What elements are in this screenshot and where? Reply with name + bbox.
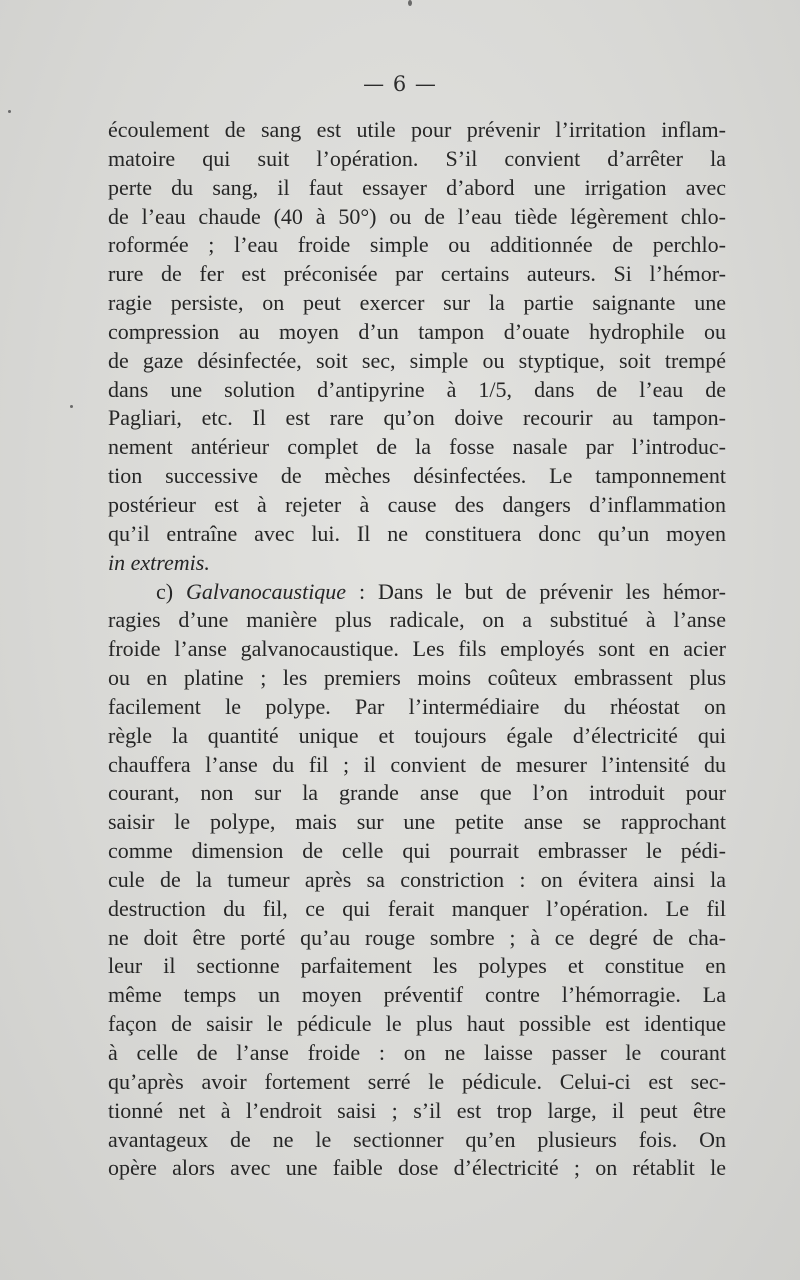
text-line: courant, non sur la grande anse que l’on introduit pour [108,780,726,806]
paper-speck [70,405,73,408]
text-line: règle la quantité unique et toujours égale d’électricité qui [108,722,726,748]
text-line: postérieur est à rejeter à cause des dangers d’inflammation [108,491,726,517]
text-line: tion successive de mèches désinfectées. Le tamponnement [108,463,726,489]
text-line: de gaze désinfectée, soit sec, simple ou styptique, soit trempé [108,347,726,373]
text-line: ragies d’une manière plus radicale, on a substitué à l’anse [108,607,726,633]
text-line: chauffera l’anse du fil ; il convient de mesurer l’intensité du [108,751,726,777]
text-line: roformée ; l’eau froide simple ou additionnée de perchlo- [108,232,726,258]
text-line: rure de fer est préconisée par certains auteurs. Si l’hémor- [108,261,726,287]
page-number: — 6 — [363,72,437,96]
text-line: à celle de l’anse froide : on ne laisse passer le courant [108,1040,726,1065]
text-line: de l’eau chaude (40 à 50°) ou de l’eau tiède légèrement chlo- [108,203,726,229]
text-line: destruction du fil, ce qui ferait manquer l’opération. Le fil [108,895,726,921]
text-line: écoulement de sang est utile pour prévenir l’irritation inflam- [108,117,726,142]
line-text: : Dans le but de prévenir les hémor- [346,578,727,604]
section-heading: Galvanocaustique [185,578,347,604]
text-line: nement antérieur complet de la fosse nasale par l’introduc- [108,434,726,460]
text-line: qu’après avoir fortement serré le pédicule. Celui-ci est sec- [108,1068,726,1094]
body-text [108,116,726,1183]
text-line: qu’il entraîne avec lui. Il ne constituera donc qu’un moyen [108,520,726,546]
text-line: Pagliari, etc. Il est rare qu’on doive recourir au tampon- [108,405,726,431]
text-line: compression au moyen d’un tampon d’ouate hydrophile ou [108,318,726,344]
section-label-prefix: c) [156,578,186,604]
text-line: froide l’anse galvanocaustique. Les fils employés sont en acier [108,636,726,662]
text-line: comme dimension de celle qui pourrait embrasser le pédi- [108,838,726,864]
text-line: opère alors avec une faible dose d’électricité ; on rétablit le [108,1155,726,1181]
text-line: cule de la tumeur après sa constriction : on évitera ainsi la [108,866,726,892]
paper-speck [8,110,11,113]
text-line: leur il sectionne parfaitement les polypes et constitue en [108,953,726,979]
text-line: facilement le polype. Par l’intermédiaire du rhéostat on [108,693,726,719]
paper-speck [408,0,412,6]
text-line: ne doit être porté qu’au rouge sombre ; à ce degré de cha- [108,924,726,950]
text-line: façon de saisir le pédicule le plus haut possible est identique [108,1011,726,1037]
text-line: ragie persiste, on peut exercer sur la partie saignante une [108,290,726,316]
text-line: matoire qui suit l’opération. S’il convient d’arrêter la [108,145,726,171]
text-line: in extremis. [108,549,210,575]
text-line: dans une solution d’antipyrine à 1/5, dans de l’eau de [108,376,726,402]
text-line: perte du sang, il faut essayer d’abord une irrigation avec [108,174,726,200]
text-line: même temps un moyen préventif contre l’hémorragie. La [108,982,726,1008]
text-line [108,578,726,607]
text-line: tionné net à l’endroit saisi ; s’il est trop large, il peut être [108,1097,726,1123]
text-line: avantageux de ne le sectionner qu’en plusieurs fois. On [108,1126,726,1152]
text-line: saisir le polype, mais sur une petite anse se rapprochant [108,809,726,835]
text-line: ou en platine ; les premiers moins coûteux embrassent plus [108,665,726,691]
